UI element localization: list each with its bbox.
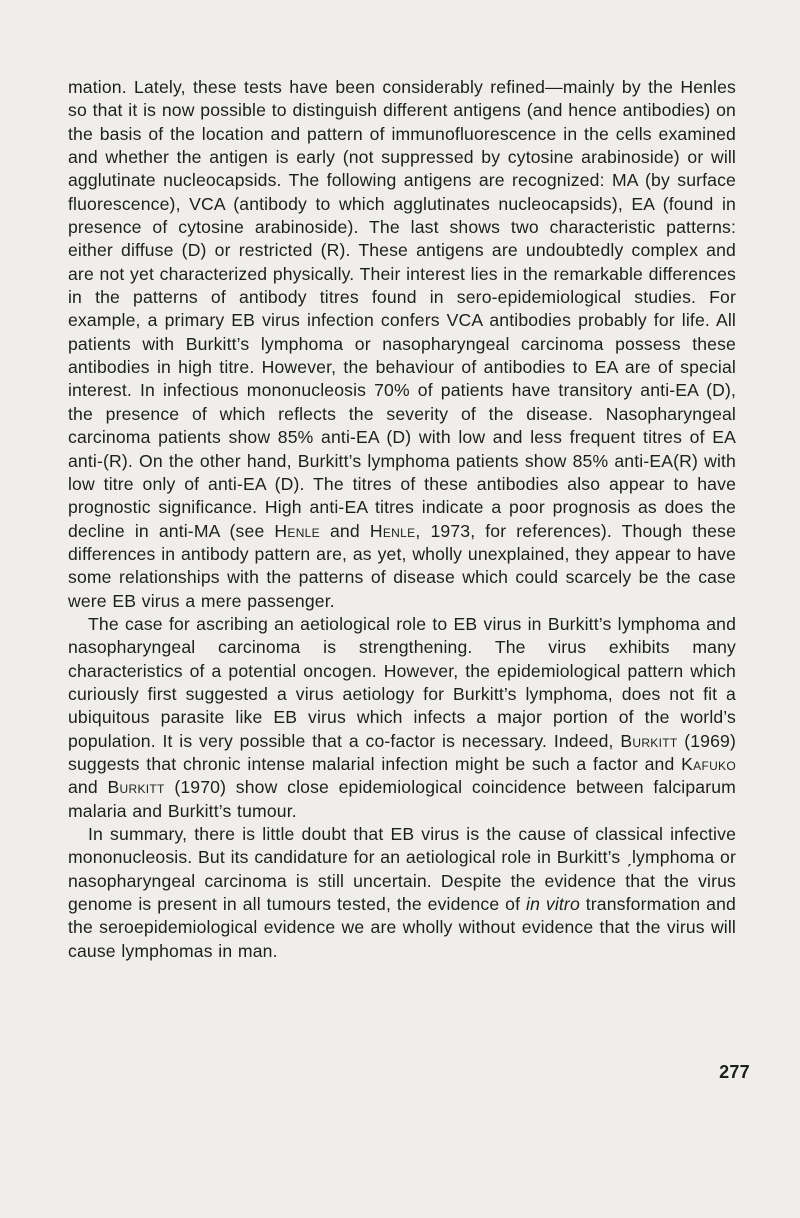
paragraph-antigens bbox=[68, 76, 736, 613]
text-run: transformation and the seroepidemiological evidence we are wholly without evidence that the virus will cause lymphomas in man. bbox=[68, 894, 736, 961]
author-citation: Henle bbox=[274, 520, 320, 541]
italic-term: in vitro bbox=[526, 894, 580, 915]
text-run: (1969) suggests that chronic intense malarial infection might be such a factor and bbox=[68, 730, 736, 774]
paragraph-summary bbox=[68, 823, 736, 963]
text-run: and bbox=[319, 520, 370, 541]
text-run: , 1973, for references). Though these differences in antibody pattern are, as yet, wholly unexplained, they appear to have some relationships with the patterns of disease which could scarcely be the case were EB virus a mere passenger. bbox=[68, 520, 737, 611]
author-citation: Burkitt bbox=[620, 730, 678, 751]
author-citation: Burkitt bbox=[107, 777, 165, 798]
body-text bbox=[68, 76, 736, 963]
paragraph-aetiology bbox=[68, 613, 736, 823]
text-run: and bbox=[68, 777, 108, 798]
text-run: In summary, there is little doubt that EB virus is the cause of classical infective mononucleosis. But its candidature for an aetiological role in Burkitt’s ˏlymphoma or nasopharyngeal carcinoma is still uncertain. Despite the evidence that the virus genome is present in all tumours tested, the evidence of bbox=[68, 824, 736, 915]
text-run: mation. Lately, these tests have been considerably refined—mainly by the Henles so that it is now possible to distinguish different antigens (and hence antibodies) on the basis of the location and pattern of immunofluorescence in the cells examined and whether the antigen is early (not suppressed by cytosine arabinoside) or will agglutinate nucleocapsids. The following antigens are recognized: MA (by surface fluorescence), VCA (antibody to which agglutinates nucleocapsids), EA (found in presence of cytosine arabinoside). The last shows two characteristic patterns: either diffuse (D) or restricted (R). These antigens are undoubtedly complex and are not yet characterized physically. Their interest lies in the remarkable differences in the patterns of antibody titres found in sero-epidemiological studies. For example, a primary EB virus infection confers VCA antibodies probably for life. All patients with Burkitt’s lymphoma or nasopharyngeal carcinoma possess these antibodies in high titre. However, the behaviour of antibodies to EA are of special interest. In infectious mononucleosis 70% of patients have transitory anti-EA (D), the presence of which reflects the severity of the disease. Nasopharyngeal carcinoma patients show 85% anti-EA (D) with low and less frequent titres of EA anti-(R). On the other hand, Burkitt’s lymphoma patients show 85% anti-EA(R) with low titre only of anti-EA (D). The titres of these antibodies also appear to have prognostic significance. High anti-EA titres indicate a poor prognosis as does the decline in anti-MA (see bbox=[68, 77, 736, 541]
page-number: 277 bbox=[719, 1062, 750, 1082]
text-run: The case for ascribing an aetiological role to EB virus in Burkitt’s lymphoma and nasopharyngeal carcinoma is strengthening. The virus exhibits many characteristics of a potential oncogen. However, the epidemiological pattern which curiously first suggested a virus aetiology for Burkitt’s lymphoma, does not fit a ubiquitous parasite like EB virus which infects a major portion of the world’s population. It is very possible that a co-factor is necessary. Indeed, bbox=[68, 613, 736, 751]
author-citation: Henle bbox=[369, 520, 416, 541]
text-run: (1970) show close epidemiological coincidence between falciparum malaria and Burkitt’s tumour. bbox=[68, 777, 736, 821]
author-citation: Kafuko bbox=[681, 753, 736, 774]
